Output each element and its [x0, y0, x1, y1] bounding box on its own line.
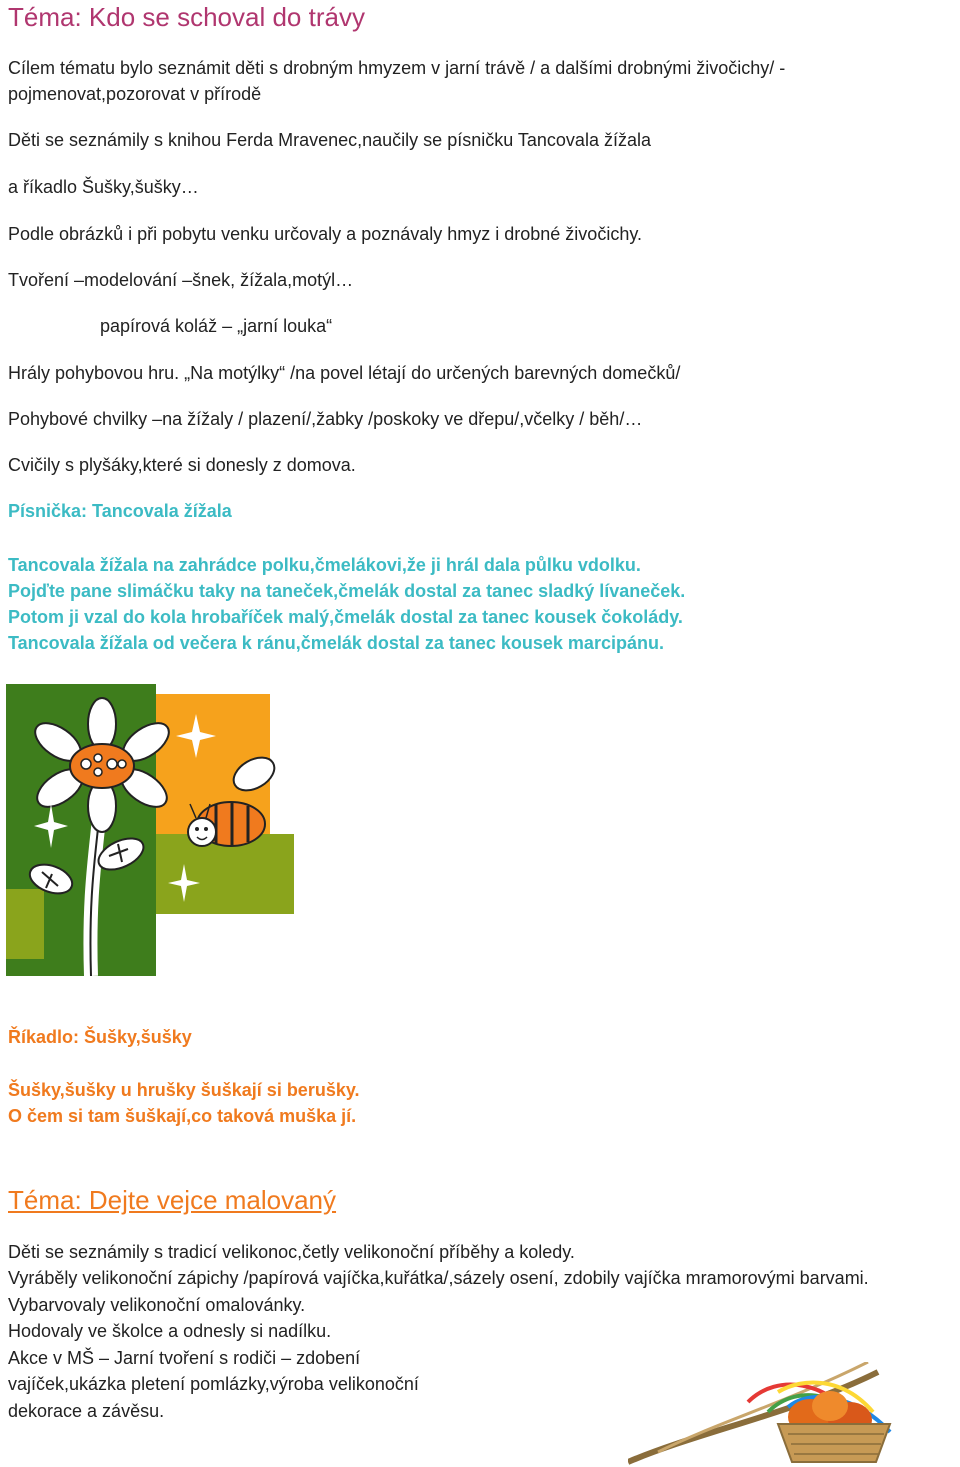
section2-title: Téma: Dejte vejce malovaný — [8, 1185, 337, 1215]
pictures-line: Podle obrázků i při pobytu venku určovaly a poznávaly hmyz i drobné živočichy. — [8, 224, 642, 244]
goal-line-2: pojmenovat,pozorovat v přírodě — [8, 84, 262, 104]
movement-line: Pohybové chvilky –na žížaly / plazení/,žabky /poskoky ve dřepu/,včelky / běh/… — [8, 409, 643, 429]
easter-line-1: Děti se seznámily s tradicí velikonoc,četly velikonoční příběhy a koledy. — [8, 1242, 575, 1262]
rhyme-title: Říkadlo: Šušky,šušky — [8, 1027, 192, 1047]
page-title: Téma: Kdo se schoval do trávy — [8, 2, 365, 32]
basket-icon — [778, 1424, 890, 1462]
song-title: Písnička: Tancovala žížala — [8, 501, 232, 521]
goal-line-1: Cílem tématu bylo seznámit děti s drobným hmyzem v jarní trávě / a dalšími drobnými živočichy/ - — [8, 58, 786, 78]
toys-line: Cvičily s plyšáky,které si donesly z domova. — [8, 455, 356, 475]
book-line: Děti se seznámily s knihou Ferda Mravenec,naučily se písničku Tancovala žížala — [8, 130, 651, 150]
rhyme-line-2: O čem si tam šuškají,co taková muška jí. — [8, 1106, 357, 1126]
easter-line-3: Vybarvovaly velikonoční omalovánky. — [8, 1295, 306, 1315]
olive-corner — [6, 889, 44, 959]
rhyme-line-1: Šušky,šušky u hrušky šuškají si berušky. — [8, 1080, 360, 1100]
song-line-3: Potom ji vzal do kola hrobaříček malý,čmelák dostal za tanec kousek čokolády. — [8, 607, 683, 627]
easter-line-6: vajíček,ukázka pletení pomlázky,výroba velikonoční — [8, 1374, 419, 1394]
rhyme-intro-line: a říkadlo Šušky,šušky… — [8, 177, 199, 197]
game-line: Hrály pohybovou hru. „Na motýlky“ /na povel létají do určených barevných domečků/ — [8, 363, 681, 383]
easter-line-2: Vyráběly velikonoční zápichy /papírová vajíčka,kuřátka/,sázely osení, zdobily vajíčka mramorovými barvami. — [8, 1268, 869, 1288]
easter-line-4: Hodovaly ve školce a odnesly si nadílku. — [8, 1321, 332, 1341]
easter-basket-illustration — [628, 1362, 898, 1467]
flower-bee-illustration — [6, 684, 296, 976]
easter-line-7: dekorace a závěsu. — [8, 1401, 165, 1421]
egg-icon — [812, 1391, 848, 1421]
song-line-2: Pojďte pane slimáčku taky na taneček,čmelák dostal za tanec sladký lívaneček. — [8, 581, 686, 601]
collage-line: papírová koláž – „jarní louka“ — [100, 316, 333, 336]
song-line-1: Tancovala žížala na zahrádce polku,čmelákovi,že ji hrál dala půlku vdolku. — [8, 555, 641, 575]
song-line-4: Tancovala žížala od večera k ránu,čmelák dostal za tanec kousek marcipánu. — [8, 633, 664, 653]
creating-line: Tvoření –modelování –šnek, žížala,motýl… — [8, 270, 354, 290]
easter-line-5: Akce v MŠ – Jarní tvoření s rodiči – zdobení — [8, 1348, 361, 1368]
